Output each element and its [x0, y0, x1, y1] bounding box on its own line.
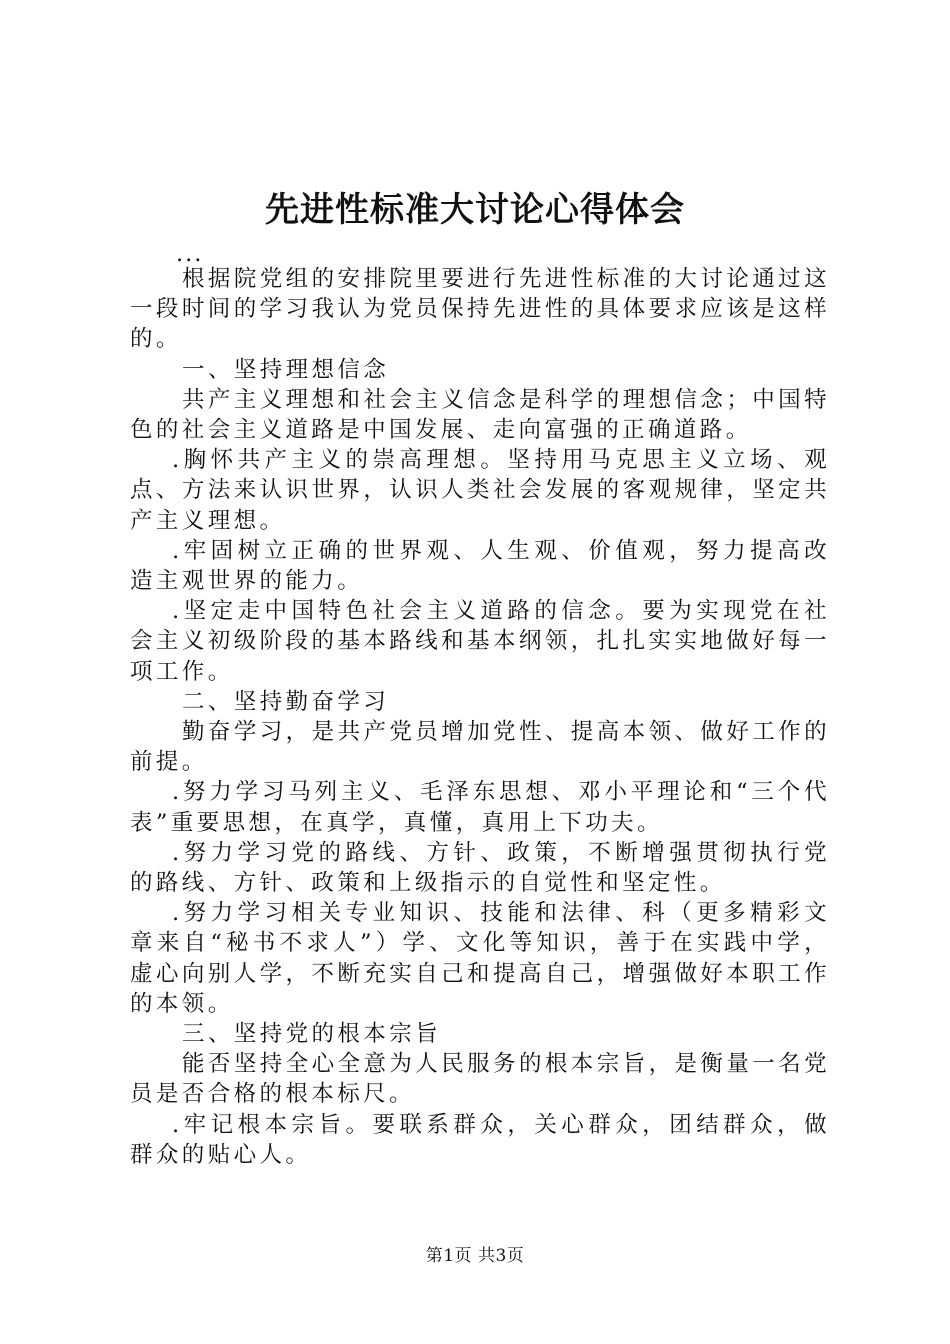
page-footer: 第1页 共3页 [425, 1246, 525, 1266]
section-1-item-3: .坚定走中国特色社会主义道路的信念。要为实现党在社会主义初级阶段的基本路线和基本纲领，扎扎实实地做好每一项工作。 [130, 598, 830, 685]
section-2-item-3: .努力学习相关专业知识、技能和法律、科（更多精彩文章来自“秘书不求人”）学、文化等知识，善于在实践中学，虚心向别人学，不断充实自己和提高自己，增强做好本职工作的本领。 [130, 900, 830, 1017]
section-2-paragraph: 勤奋学习，是共产党员增加党性、提高本领、做好工作的前提。 [130, 719, 830, 776]
intro-paragraph: 根据院党组的安排院里要进行先进性标准的大讨论通过这一段时间的学习我认为党员保持先进性的具体要求应该是这样的。 [130, 266, 830, 353]
section-2-item-1: .努力学习马列主义、毛泽东思想、邓小平理论和“三个代表”重要思想，在真学，真懂，真用上下功夫。 [130, 779, 830, 836]
section-3-item-1: .牢记根本宗旨。要联系群众，关心群众，团结群众，做群众的贴心人。 [130, 1111, 830, 1168]
section-heading-1: 一、坚持理想信念 [182, 356, 390, 383]
ellipsis-line: ... [176, 241, 204, 267]
section-heading-2: 二、坚持勤奋学习 [182, 688, 390, 715]
document-body [130, 241, 830, 1170]
section-3-paragraph: 能否坚持全心全意为人民服务的根本宗旨，是衡量一名党员是否合格的根本标尺。 [130, 1051, 830, 1108]
section-heading-3: 三、坚持党的根本宗旨 [182, 1021, 442, 1048]
section-1-item-1: .胸怀共产主义的崇高理想。坚持用马克思主义立场、观点、方法来认识世界，认识人类社会发展的客观规律，坚定共产主义理想。 [130, 447, 830, 534]
section-1-paragraph: 共产主义理想和社会主义信念是科学的理想信念；中国特色的社会主义道路是中国发展、走向富强的正确道路。 [130, 386, 830, 444]
section-2-item-2: .努力学习党的路线、方针、政策，不断增强贯彻执行党的路线、方针、政策和上级指示的自觉性和坚定性。 [130, 839, 830, 897]
section-1-item-2: .牢固树立正确的世界观、人生观、价值观，努力提高改造主观世界的能力。 [130, 537, 830, 595]
document-title: 先进性标准大讨论心得体会 [265, 190, 685, 230]
